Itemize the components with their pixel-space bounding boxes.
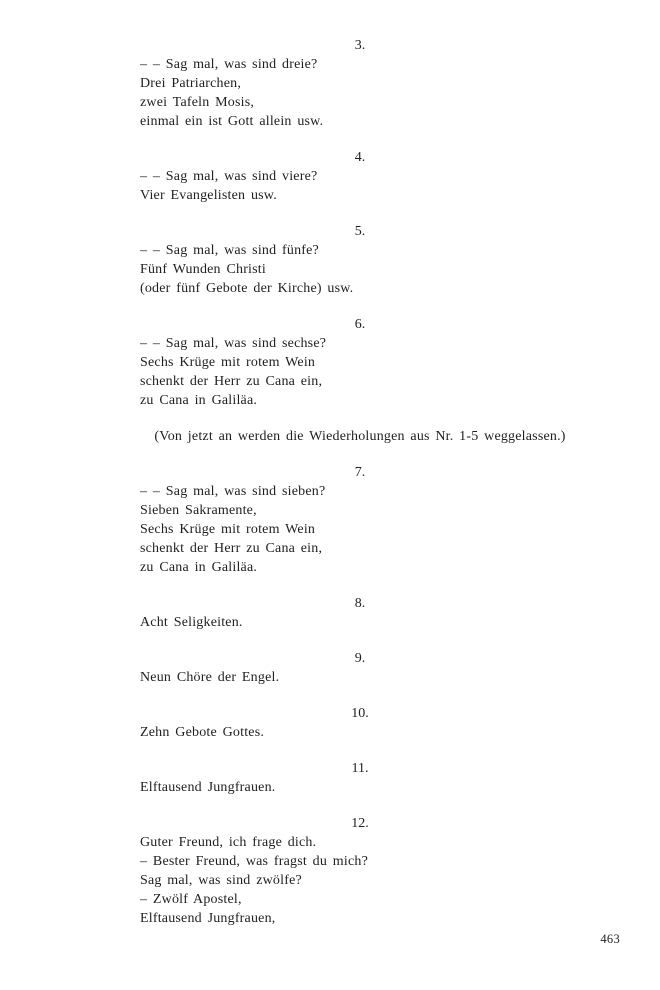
verse-line: einmal ein ist Gott allein usw. [140,114,324,129]
verse-line: – Bester Freund, was fragst du mich? [140,854,368,869]
verse-line: Sag mal, was sind zwölfe? [140,873,302,888]
stanza-number: 3. [354,38,366,53]
stanza-number: 7. [354,465,366,480]
stanza-8 [140,594,580,632]
verse-line: Elftausend Jungfrauen, [140,911,276,926]
verse-line: Zehn Gebote Gottes. [140,725,265,740]
verse-line: (oder fünf Gebote der Kirche) usw. [140,281,354,296]
stanza-number: 8. [354,596,366,611]
verse-line: Neun Chöre der Engel. [140,670,280,685]
verse-line: – – Sag mal, was sind dreie? [140,57,318,72]
stanza-7 [140,463,580,577]
verse-line: – – Sag mal, was sind viere? [140,169,318,184]
stanza-11 [140,759,580,797]
verse-line: zu Cana in Galiläa. [140,393,258,408]
verse-line: Vier Evangelisten usw. [140,188,277,203]
verse-line: Guter Freund, ich frage dich. [140,835,317,850]
stanza-3 [140,36,580,131]
stanza-10 [140,704,580,742]
stanza-4 [140,148,580,205]
verse-line: Sechs Krüge mit rotem Wein [140,522,316,537]
verse-line: Drei Patriarchen, [140,76,242,91]
verse-line: schenkt der Herr zu Cana ein, [140,374,323,389]
stanza-number: 4. [354,150,366,165]
verse-line: Fünf Wunden Christi [140,262,266,277]
verse-line: zwei Tafeln Mosis, [140,95,255,110]
stanza-6 [140,315,580,410]
stanza-number: 5. [354,224,366,239]
stanza-number: 10. [351,706,369,721]
verse-line: – – Sag mal, was sind sechse? [140,336,327,351]
verse-line: Acht Seligkeiten. [140,615,243,630]
repetition-note: (Von jetzt an werden die Wiederholungen aus Nr. 1-5 weggelassen.) [154,429,566,444]
stanza-number: 12. [351,816,369,831]
stanza-9 [140,649,580,687]
verse-line: Sieben Sakramente, [140,503,257,518]
verse-line: Elftausend Jungfrauen. [140,780,276,795]
page-content [140,36,580,945]
stanza-number: 11. [351,761,369,776]
verse-line: – – Sag mal, was sind fünfe? [140,243,319,258]
verse-line: zu Cana in Galiläa. [140,560,258,575]
verse-line: schenkt der Herr zu Cana ein, [140,541,323,556]
stanza-number: 9. [354,651,366,666]
verse-line: Sechs Krüge mit rotem Wein [140,355,316,370]
verse-line: – Zwölf Apostel, [140,892,242,907]
stanza-5 [140,222,580,298]
page-number: 463 [600,932,620,946]
verse-line: – – Sag mal, was sind sieben? [140,484,326,499]
stanza-number: 6. [354,317,366,332]
stanza-12 [140,814,580,928]
